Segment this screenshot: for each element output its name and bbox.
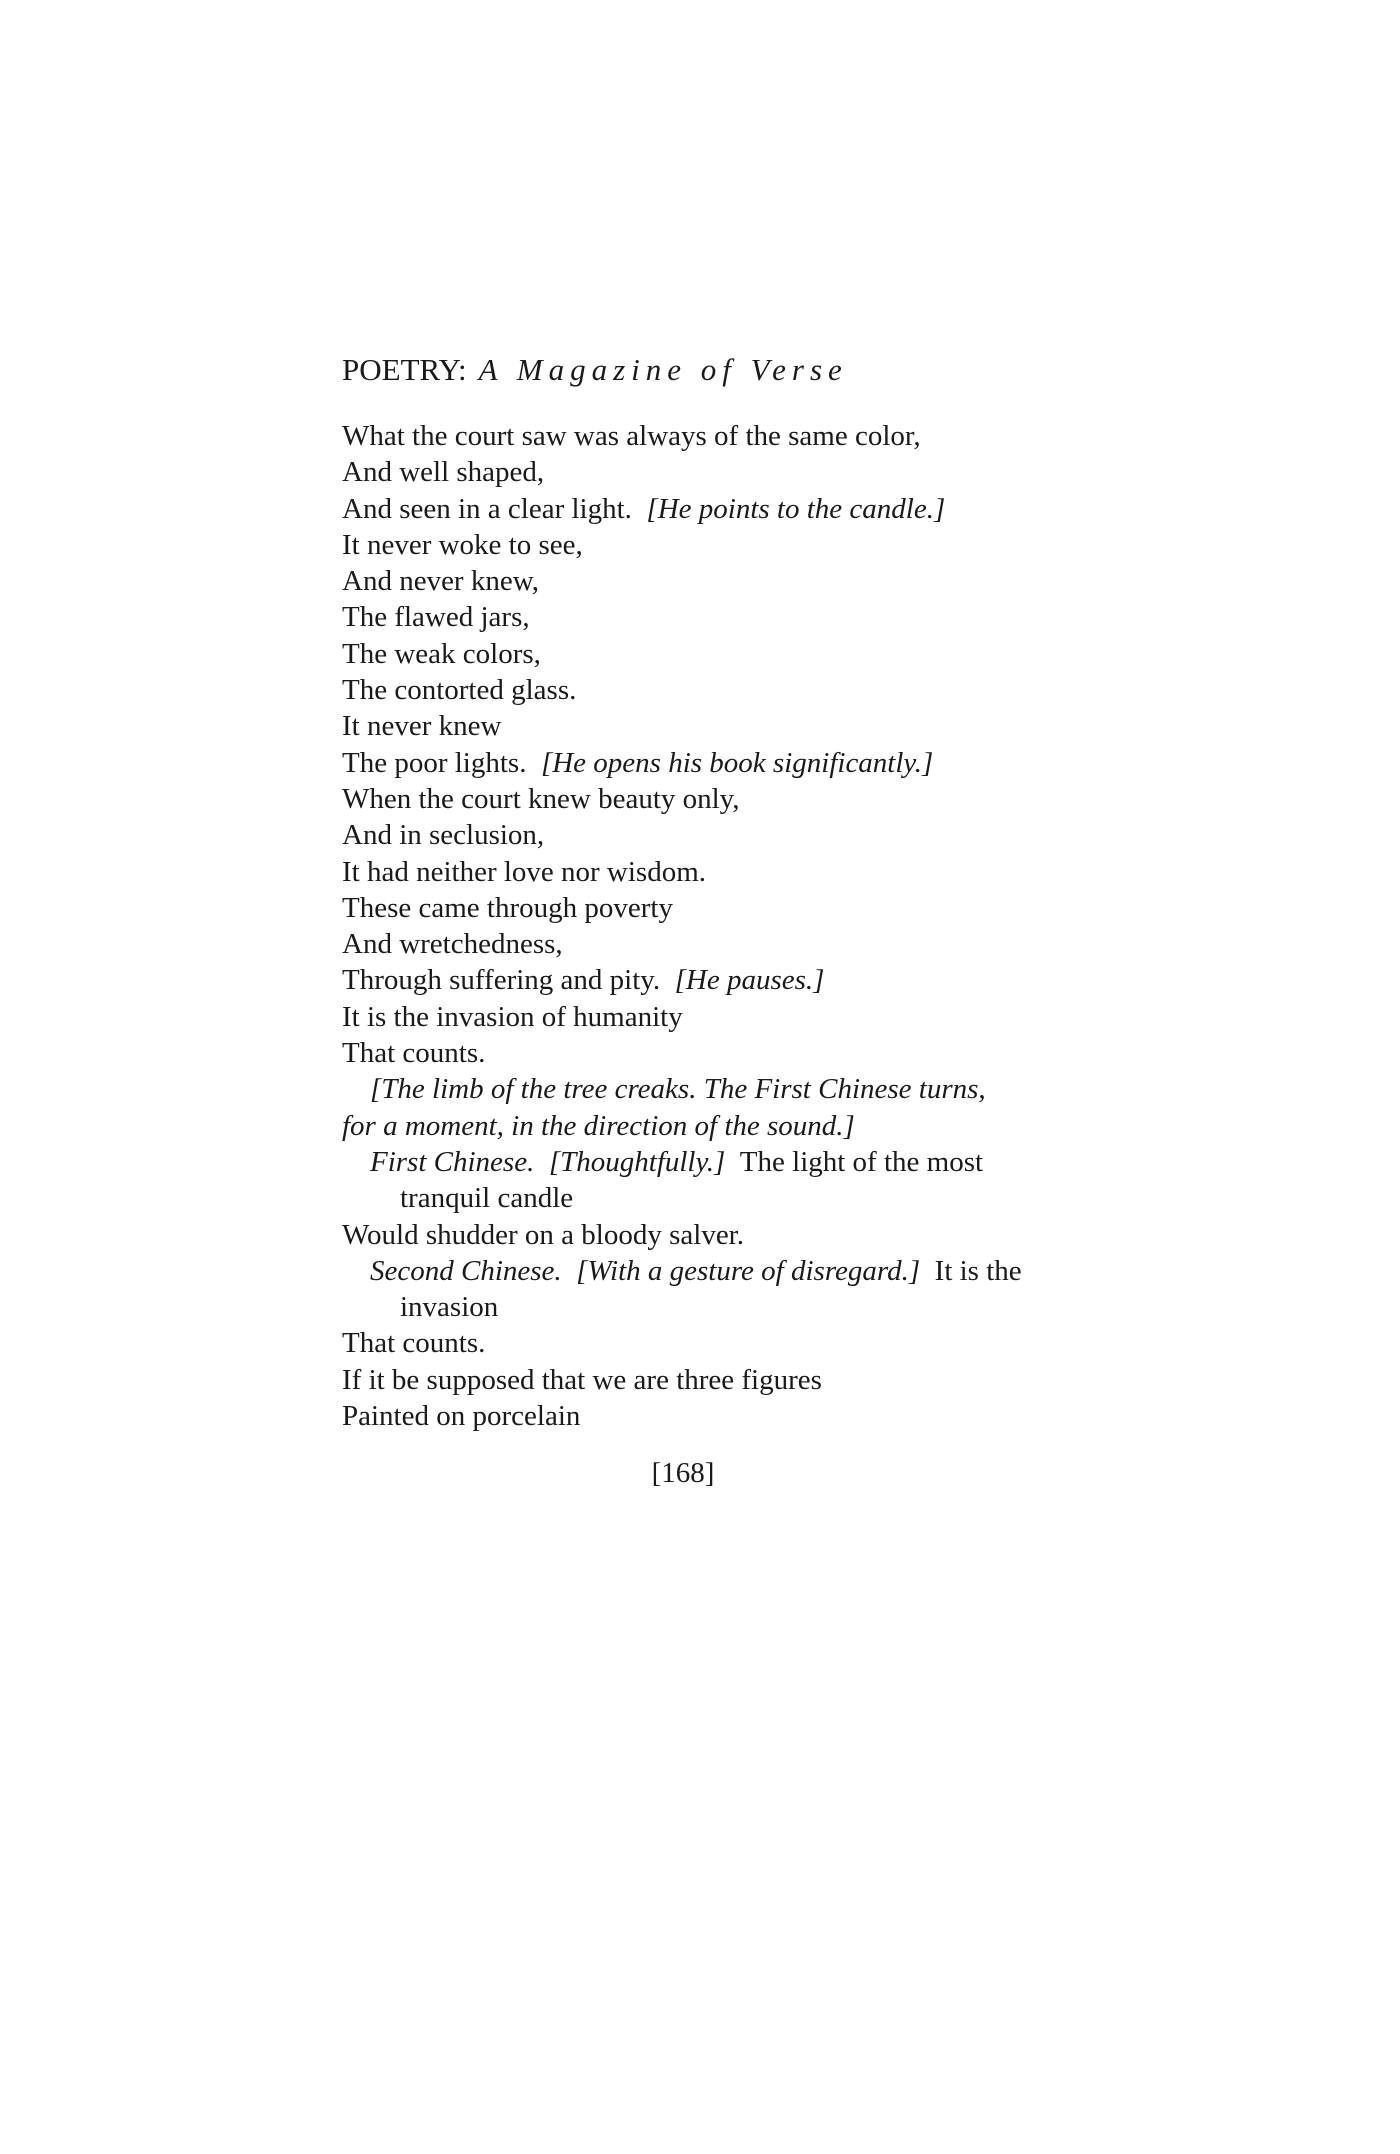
- verse-line: And never knew,: [342, 565, 540, 598]
- verse-line: Would shudder on a bloody salver.: [342, 1218, 744, 1251]
- verse-line: That counts.: [342, 1327, 486, 1360]
- running-header: [342, 350, 848, 390]
- poem-text: [342, 418, 1102, 1434]
- verse-line: That counts.: [342, 1037, 486, 1070]
- journal-name: POETRY:: [342, 352, 467, 387]
- verse-line: And well shaped,: [342, 456, 545, 489]
- stage-direction: [He pauses.]: [674, 964, 825, 997]
- verse-line: It never knew: [342, 710, 502, 743]
- verse-line: What the court saw was always of the same color,: [342, 420, 921, 452]
- verse-line: The contorted glass.: [342, 674, 577, 707]
- verse-line: It had neither love nor wisdom.: [342, 855, 707, 888]
- verse-line: The flawed jars,: [342, 601, 530, 634]
- stage-direction: [He points to the candle.]: [646, 492, 946, 525]
- verse-line-continued: invasion: [400, 1291, 499, 1324]
- speech-line: Second Chinese. [With a gesture of disregard.] It is the: [370, 1254, 1022, 1287]
- verse-line: And wretchedness,: [342, 928, 563, 961]
- verse-line: Through suffering and pity. [He pauses.]: [342, 964, 825, 997]
- verse-line: When the court knew beauty only,: [342, 782, 740, 815]
- speaker-name: Second Chinese.: [370, 1254, 562, 1287]
- journal-subtitle: A Magazine of Verse: [478, 352, 848, 387]
- verse-line: Painted on porcelain: [342, 1400, 581, 1433]
- stage-direction-line: for a moment, in the direction of the sound.]: [342, 1109, 855, 1142]
- verse-line: And in seclusion,: [342, 819, 545, 852]
- stage-direction: [Thoughtfully.]: [548, 1145, 726, 1178]
- verse-line-continued: tranquil candle: [400, 1182, 574, 1215]
- verse-line: And seen in a clear light. [He points to the candle.]: [342, 492, 946, 525]
- page-number: [168]: [651, 1457, 715, 1489]
- verse-line: The weak colors,: [342, 637, 541, 670]
- speech-line: First Chinese. [Thoughtfully.] The light of the most: [370, 1145, 984, 1178]
- verse-line: The poor lights. [He opens his book significantly.]: [342, 746, 934, 779]
- stage-direction-line: [The limb of the tree creaks. The First Chinese turns,: [370, 1073, 986, 1106]
- verse-line: These came through poverty: [342, 891, 673, 924]
- verse-line: It is the invasion of humanity: [342, 1000, 683, 1033]
- speaker-name: First Chinese.: [370, 1145, 535, 1178]
- stage-direction: [With a gesture of disregard.]: [576, 1254, 921, 1287]
- verse-line: It never woke to see,: [342, 528, 583, 561]
- stage-direction: [He opens his book significantly.]: [540, 746, 934, 779]
- verse-line: If it be supposed that we are three figures: [342, 1363, 822, 1396]
